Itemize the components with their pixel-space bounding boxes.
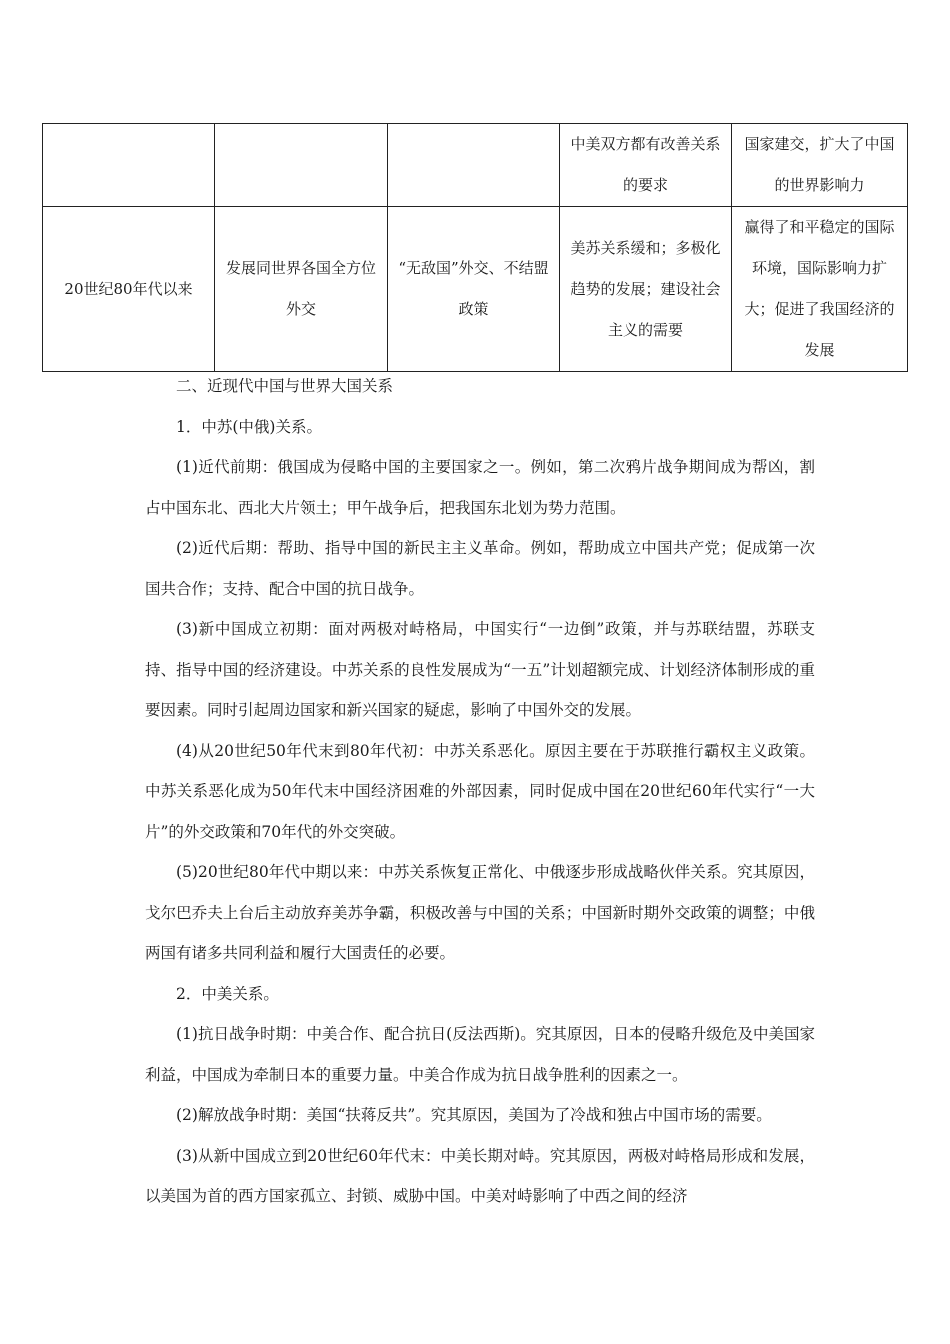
table-cell <box>215 124 388 207</box>
paragraph: (1)抗日战争时期：中美合作、配合抗日(反法西斯)。究其原因，日本的侵略升级危及中美国家利益，中国成为牵制日本的重要力量。中美合作成为抗日战争胜利的因素之一。 <box>145 1025 815 1084</box>
table-cell: 国家建交，扩大了中国的世界影响力 <box>732 124 908 207</box>
table-cell: 发展同世界各国全方位外交 <box>215 207 388 372</box>
table-cell: “无敌国”外交、不结盟政策 <box>388 207 560 372</box>
paragraph: (1)近代前期：俄国成为侵略中国的主要国家之一。例如，第二次鸦片战争期间成为帮凶，割占中国东北、西北大片领土；甲午战争后，把我国东北划为势力范围。 <box>145 458 815 517</box>
subsection-heading: 1．中苏(中俄)关系。 <box>176 417 322 436</box>
paragraph: (3)从新中国成立到20世纪60年代末：中美长期对峙。究其原因，两极对峙格局形成和发展，以美国为首的西方国家孤立、封锁、威胁中国。中美对峙影响了中西之间的经济 <box>145 1146 815 1205</box>
table-cell <box>43 124 215 207</box>
table-cell <box>388 124 560 207</box>
table-row <box>43 207 908 372</box>
table-cell: 赢得了和平稳定的国际环境，国际影响力扩大；促进了我国经济的发展 <box>732 207 908 372</box>
paragraph: (4)从20世纪50年代末到80年代初：中苏关系恶化。原因主要在于苏联推行霸权主义政策。中苏关系恶化成为50年代末中国经济困难的外部因素，同时促成中国在20世纪60年代实行“一大片”的外交政策和70年代的外交突破。 <box>145 741 815 841</box>
table-cell: 20世纪80年代以来 <box>43 207 215 372</box>
subsection-heading: 2．中美关系。 <box>176 984 279 1003</box>
paragraph: (3)新中国成立初期：面对两极对峙格局，中国实行“一边倒”政策，并与苏联结盟，苏联支持、指导中国的经济建设。中苏关系的良性发展成为“一五”计划超额完成、计划经济体制形成的重要因素。同时引起周边国家和新兴国家的疑虑，影响了中国外交的发展。 <box>145 620 815 719</box>
table-cell: 中美双方都有改善关系的要求 <box>560 124 732 207</box>
summary-table <box>42 123 908 372</box>
paragraph: (5)20世纪80年代中期以来：中苏关系恢复正常化、中俄逐步形成战略伙伴关系。究其原因，戈尔巴乔夫上台后主动放弃美苏争霸，积极改善与中国的关系；中国新时期外交政策的调整；中俄两国有诸多共同利益和履行大国责任的必要。 <box>145 863 815 962</box>
table-cell: 美苏关系缓和；多极化趋势的发展；建设社会主义的需要 <box>560 207 732 372</box>
table-row <box>43 124 908 207</box>
body-text <box>145 366 815 1217</box>
paragraph: (2)近代后期：帮助、指导中国的新民主主义革命。例如，帮助成立中国共产党；促成第一次国共合作；支持、配合中国的抗日战争。 <box>145 539 815 598</box>
section-title: 二、近现代中国与世界大国关系 <box>176 377 394 395</box>
paragraph: (2)解放战争时期：美国“扶蒋反共”。究其原因，美国为了冷战和独占中国市场的需要。 <box>176 1106 772 1124</box>
